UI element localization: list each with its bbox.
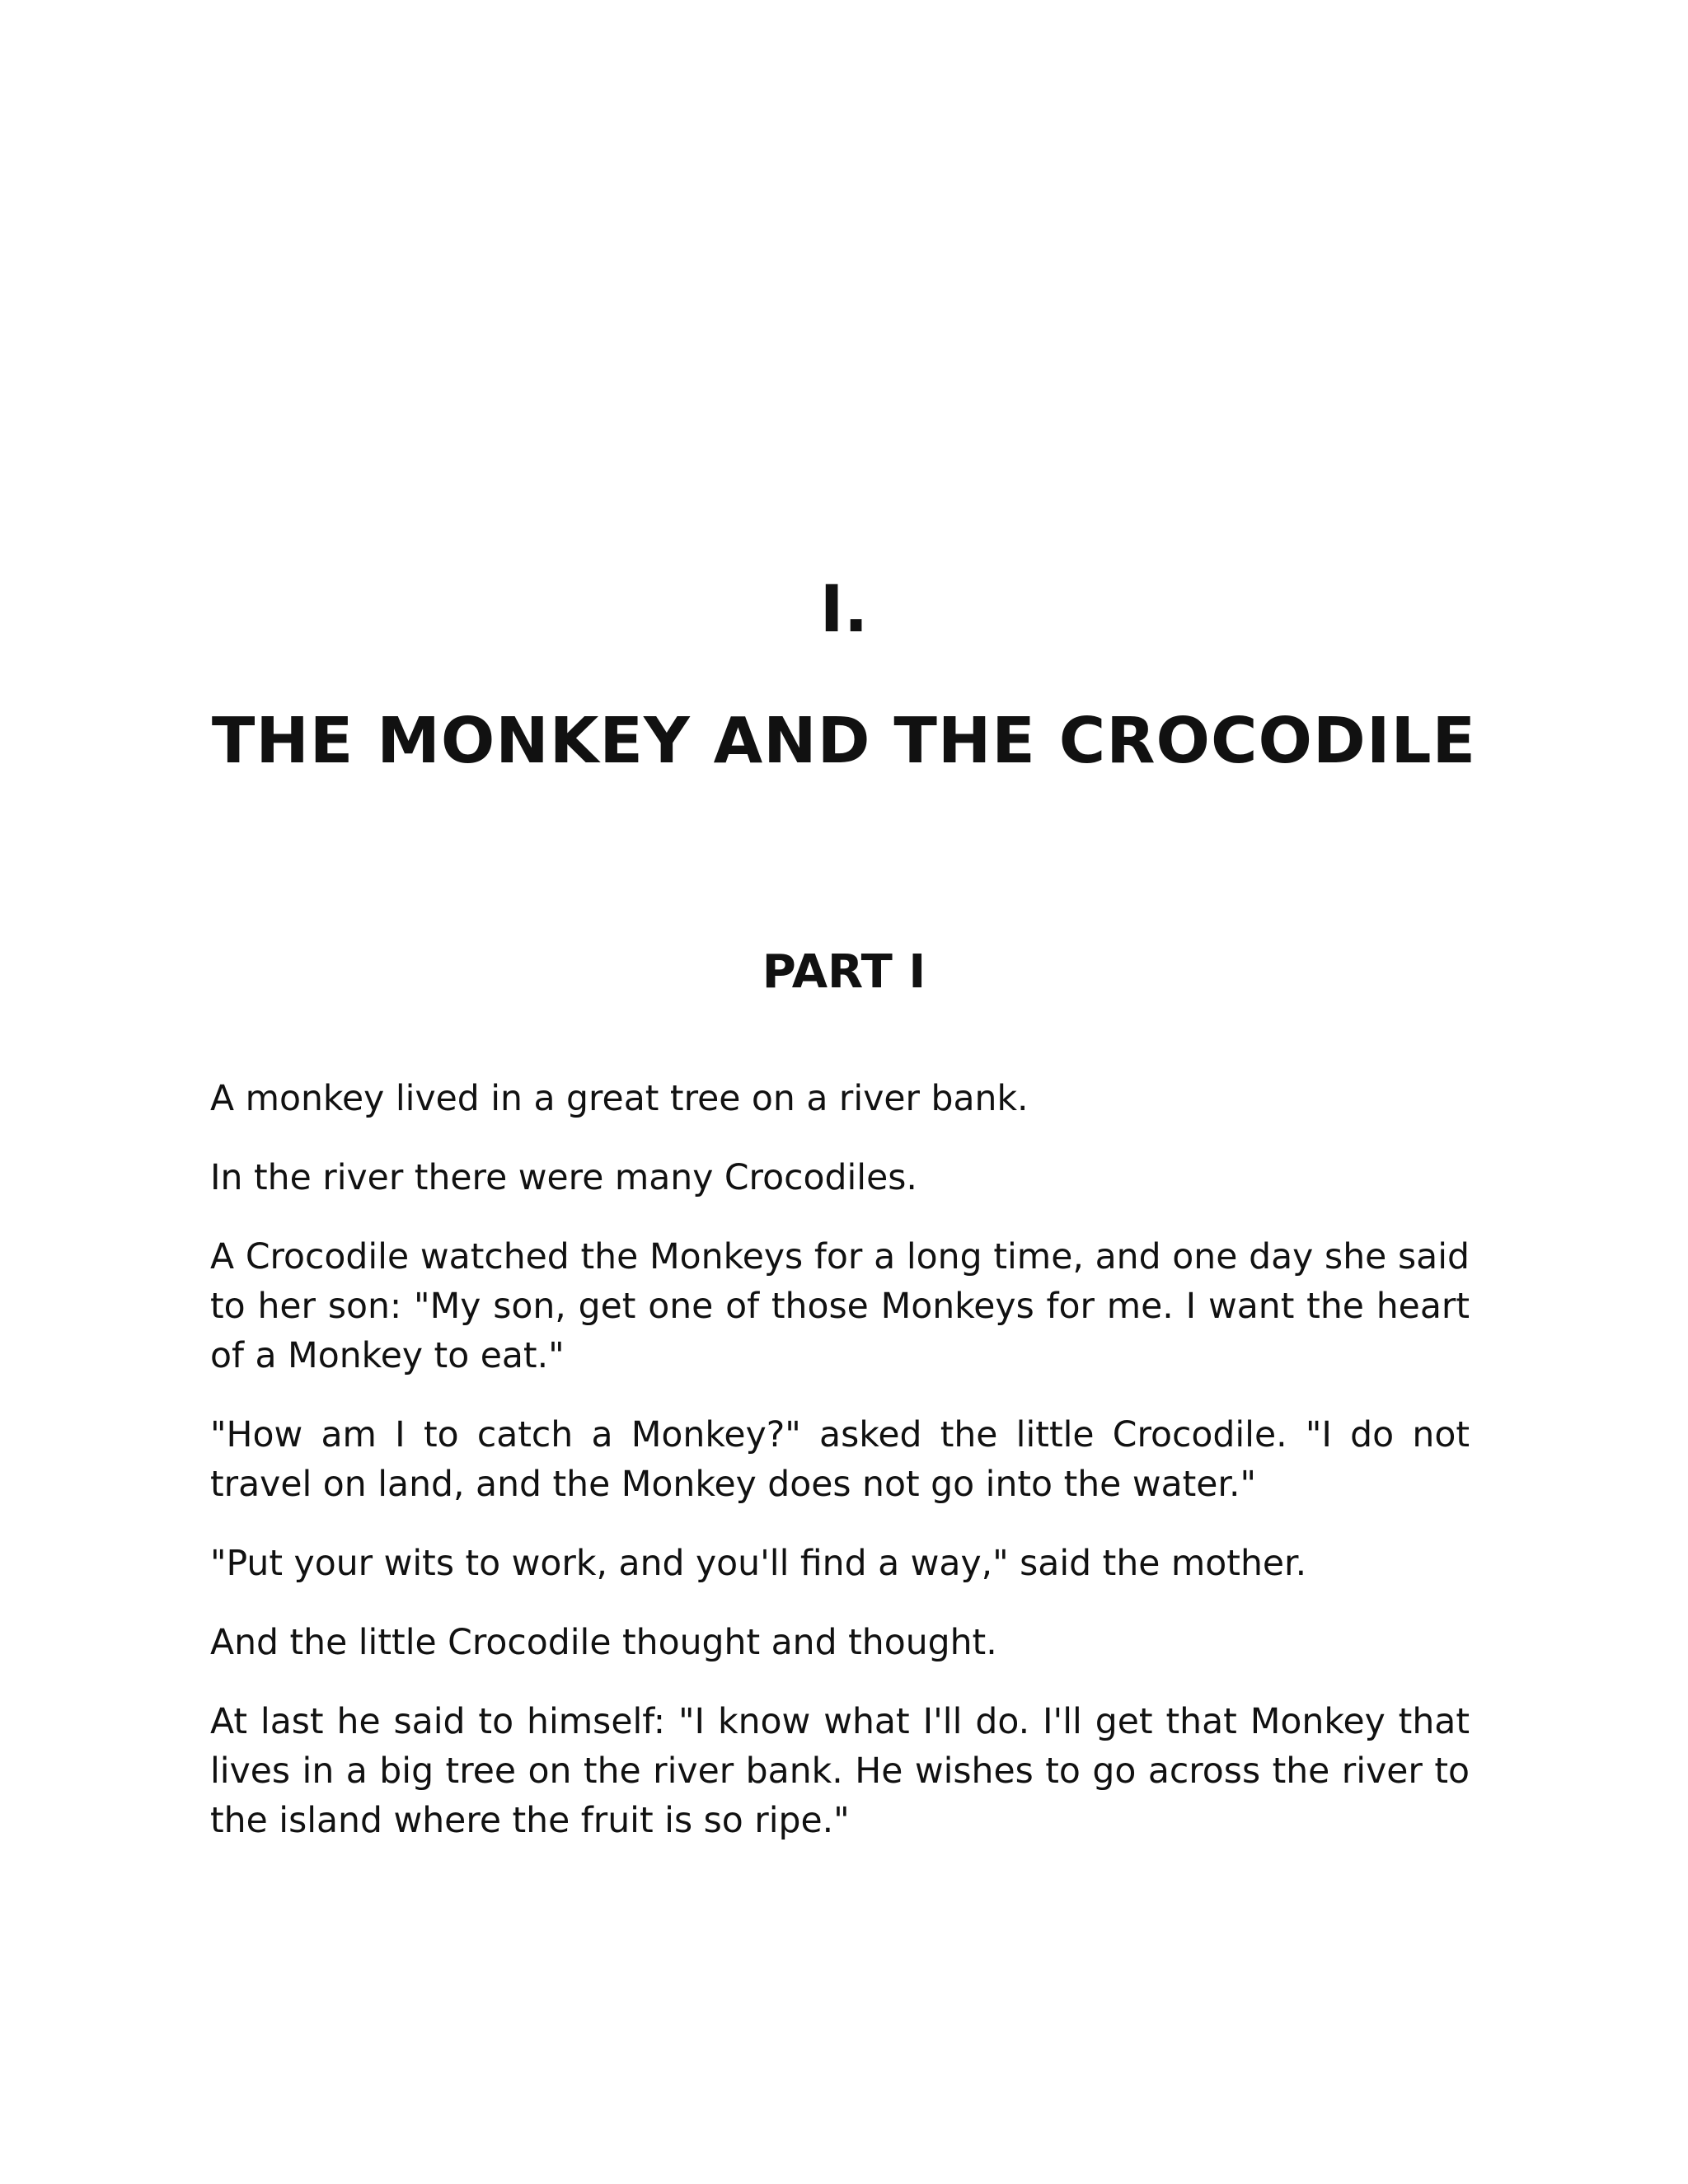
paragraph: "Put your wits to work, and you'll find a way," said the mother. bbox=[210, 1544, 1307, 1584]
paragraph: "How am I to catch a Monkey?" asked the little Crocodile. "I do not travel on land, and the Monkey does not go into the water." bbox=[210, 1415, 1470, 1505]
paragraph: And the little Crocodile thought and thought. bbox=[210, 1623, 997, 1663]
chapter-number: I. bbox=[819, 573, 869, 647]
paragraph: A Crocodile watched the Monkeys for a long time, and one day she said to her son: "My son, get one of those Monkeys for me. I want the heart of a Monkey to eat." bbox=[210, 1237, 1470, 1376]
paragraph: In the river there were many Crocodiles. bbox=[210, 1158, 917, 1198]
paragraph: A monkey lived in a great tree on a river bank. bbox=[210, 1079, 1029, 1119]
story-body bbox=[210, 1075, 1470, 1876]
chapter-title: THE MONKEY AND THE CROCODILE bbox=[211, 705, 1477, 778]
paragraph: At last he said to himself: "I know what I'll do. I'll get that Monkey that lives in a big tree on the river bank. He wishes to go across the river to the island where the fruit is so ripe." bbox=[210, 1702, 1470, 1841]
part-heading: PART I bbox=[762, 945, 926, 999]
